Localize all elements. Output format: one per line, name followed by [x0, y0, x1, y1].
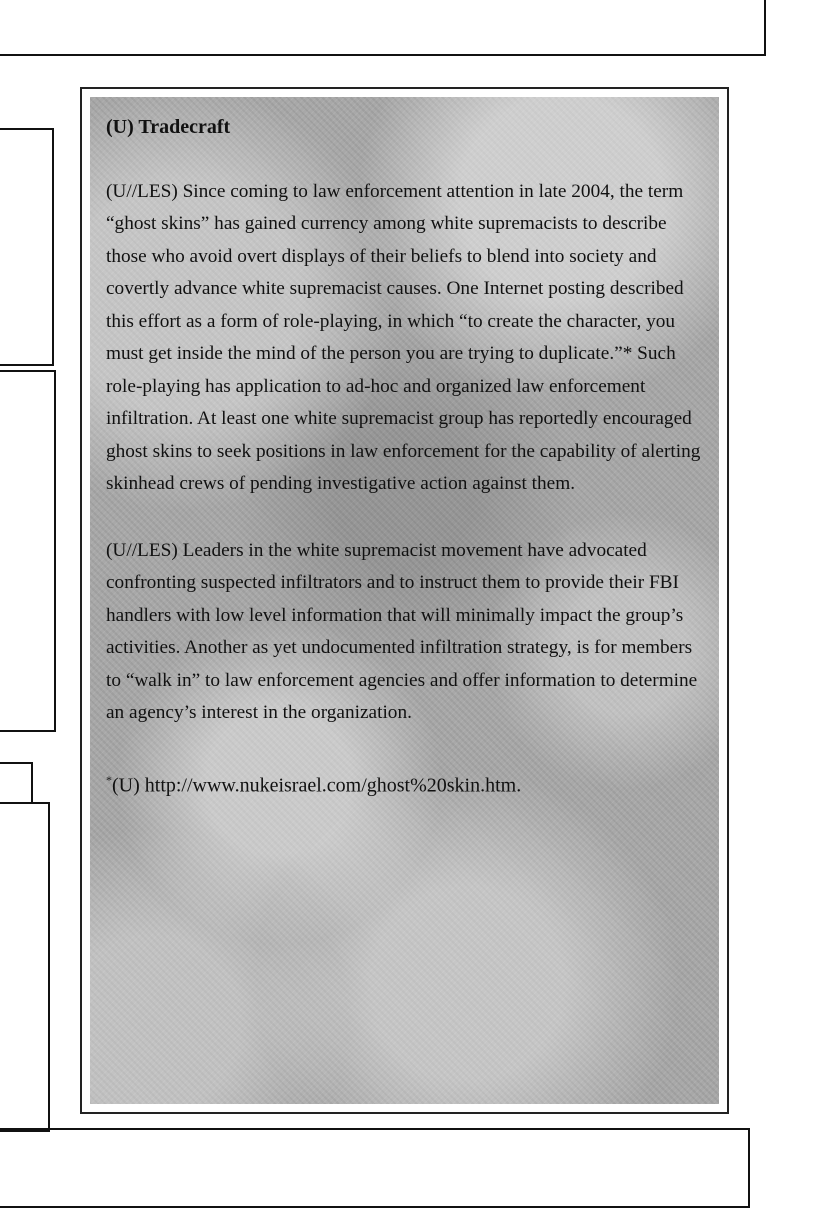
column-frame-left-3 [0, 762, 33, 804]
column-frame-left-1 [0, 128, 54, 366]
page-frame-top [0, 0, 766, 56]
column-frame-left-2 [0, 370, 56, 732]
footnote-text: (U) http://www.nukeisrael.com/ghost%20skin.htm. [112, 774, 522, 797]
footnote-marker: * [106, 772, 112, 787]
footnote [106, 764, 706, 802]
sidebar-heading: (U) Tradecraft [106, 116, 231, 138]
paragraph-infiltration-strategy: (U//LES) Leaders in the white supremacist movement have advocated confronting suspected infiltrators and to instruct them to provide their FBI handlers with low level information that will minimally impact the group’s activities. Another as yet undocumented infiltration strategy, is for members to “walk in” to law enforcement agencies and offer information to determine an agency’s interest in the organization. [106, 539, 698, 723]
tradecraft-sidebar [80, 87, 729, 1114]
sidebar-content [106, 111, 706, 802]
paragraph-ghost-skins: (U//LES) Since coming to law enforcement attention in late 2004, the term “ghost skins” has gained currency among white supremacists to describe those who avoid overt displays of their beliefs to blend into society and covertly advance white supremacist causes. One Internet posting described this effort as a form of role-playing, in which “to create the character, you must get inside the mind of the person you are trying to duplicate.”* Such role-playing has application to ad-hoc and organized law enforcement infiltration. At least one white supremacist group has reportedly encouraged ghost skins to seek positions in law enforcement for the capability of alerting skinhead crews of pending investigative action against them. [106, 180, 701, 494]
page-frame-bottom [0, 1128, 750, 1208]
column-frame-left-4 [0, 802, 50, 1132]
